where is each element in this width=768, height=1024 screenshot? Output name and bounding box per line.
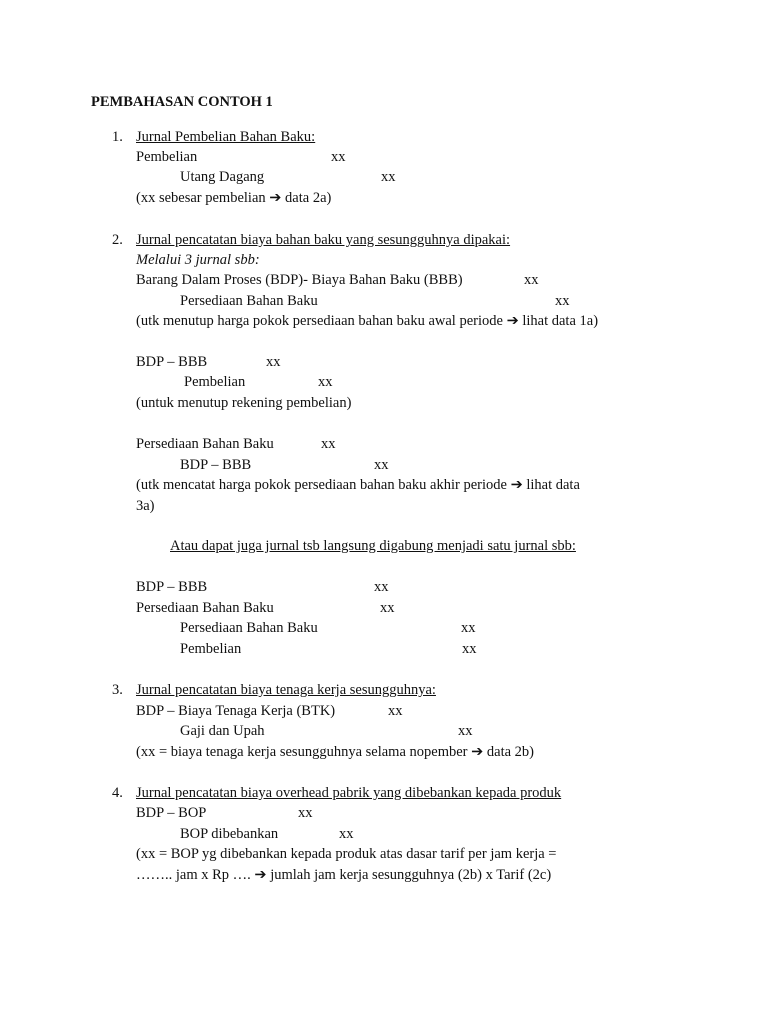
journal-line-credit: Utang Dagang: [180, 169, 265, 185]
item-number: 3.: [112, 682, 123, 698]
journal-line-credit: BDP – BBB: [180, 457, 252, 473]
journal-line-credit: Gaji dan Upah: [180, 723, 265, 739]
amount-debit: xx: [331, 149, 346, 165]
section-title: Jurnal pencatatan biaya bahan baku yang sesungguhnya dipakai:: [136, 232, 511, 248]
amount-debit: xx: [321, 436, 336, 452]
item-number: 1.: [112, 129, 123, 145]
journal-note: (utk mencatat harga pokok persediaan bahan baku akhir periode ➔ lihat data: [136, 477, 580, 493]
journal-note: (xx = BOP yg dibebankan kepada produk atas dasar tarif per jam kerja =: [136, 846, 557, 862]
section-subtitle: Melalui 3 jurnal sbb:: [136, 252, 260, 268]
item-number: 2.: [112, 232, 123, 248]
amount-credit: xx: [458, 723, 473, 739]
item-number: 4.: [112, 785, 123, 801]
journal-line-debit: Persediaan Bahan Baku: [136, 436, 274, 452]
journal-note: (xx sebesar pembelian ➔ data 2a): [136, 190, 332, 206]
amount-credit: xx: [318, 374, 333, 390]
journal-line-credit: Persediaan Bahan Baku: [180, 293, 318, 309]
page-heading: PEMBAHASAN CONTOH 1: [91, 94, 273, 110]
journal-note-continued: …….. jam x Rp …. ➔ jumlah jam kerja sesungguhnya (2b) x Tarif (2c): [136, 867, 552, 883]
amount-debit: xx: [380, 600, 395, 616]
journal-line-credit: Persediaan Bahan Baku: [180, 620, 318, 636]
amount-credit: xx: [461, 620, 476, 636]
journal-line-debit: BDP – BBB: [136, 579, 208, 595]
section-title: Jurnal pencatatan biaya tenaga kerja sesungguhnya:: [136, 682, 436, 698]
alternative-heading: Atau dapat juga jurnal tsb langsung digabung menjadi satu jurnal sbb:: [170, 538, 576, 554]
journal-line-credit: BOP dibebankan: [180, 826, 279, 842]
amount-debit: xx: [388, 703, 403, 719]
amount-credit: xx: [555, 293, 570, 309]
journal-note: (untuk menutup rekening pembelian): [136, 395, 352, 411]
amount-debit: xx: [524, 272, 539, 288]
journal-line-debit: BDP – BOP: [136, 805, 207, 821]
journal-line-credit: Pembelian: [180, 641, 242, 657]
amount-credit: xx: [374, 457, 389, 473]
journal-line-debit: Pembelian: [136, 149, 198, 165]
journal-line-debit: Barang Dalam Proses (BDP)- Biaya Bahan Baku (BBB): [136, 272, 463, 288]
journal-line-debit: BDP – Biaya Tenaga Kerja (BTK): [136, 703, 336, 719]
amount-debit: xx: [298, 805, 313, 821]
section-title: Jurnal Pembelian Bahan Baku:: [136, 129, 316, 145]
journal-line-debit: Persediaan Bahan Baku: [136, 600, 274, 616]
amount-credit: xx: [381, 169, 396, 185]
amount-credit: xx: [339, 826, 354, 842]
journal-note-continued: 3a): [136, 498, 155, 514]
journal-line-credit: Pembelian: [184, 374, 246, 390]
journal-line-debit: BDP – BBB: [136, 354, 208, 370]
journal-note: (xx = biaya tenaga kerja sesungguhnya selama nopember ➔ data 2b): [136, 744, 534, 760]
amount-debit: xx: [374, 579, 389, 595]
section-title: Jurnal pencatatan biaya overhead pabrik yang dibebankan kepada produk: [136, 785, 562, 801]
amount-credit: xx: [462, 641, 477, 657]
amount-debit: xx: [266, 354, 281, 370]
journal-note: (utk menutup harga pokok persediaan bahan baku awal periode ➔ lihat data 1a): [136, 313, 599, 329]
